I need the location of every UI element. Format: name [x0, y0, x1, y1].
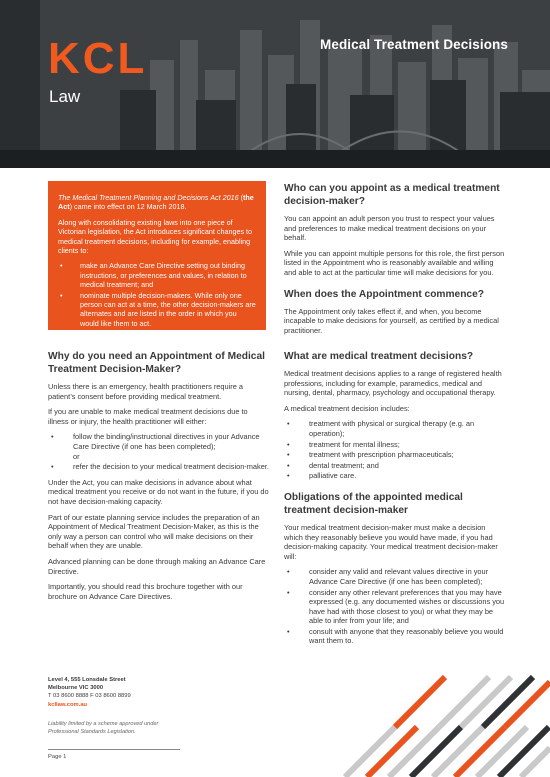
who-paragraph: While you can appoint multiple persons for this role, the first person listed in the Appointment who is reasonably available and willing and able to act at the particular time will make decisions for you. [284, 248, 505, 277]
why-bullet: • refer the decision to your medical treatment decision-maker. [48, 462, 270, 472]
liability-line-2: Professional Standards Legislation. [48, 729, 136, 736]
act-paren: ( [238, 193, 243, 202]
intro-callout-box [48, 181, 266, 330]
phone-fax: T 03 8600 8888 F 03 8600 8899 [48, 693, 131, 700]
right-column-top [284, 182, 506, 341]
law-logo-text: Law [49, 87, 81, 106]
page-number: Page 1 [48, 754, 67, 760]
city-skyline-image [0, 0, 550, 168]
who-paragraph: You can appoint an adult person you trust to respect your values and preferences to make medical treatment decisions on your behalf. [284, 214, 495, 243]
why-paragraph: Importantly, you should read this brochure together with our brochure on Advance Care Directives. [48, 582, 243, 601]
footer-divider [48, 749, 180, 750]
intro-bullet: • nominate multiple decision-makers. While only one person can act at a time, the other decision-makers are alternates and are listed in the order in which you would like them to act. [58, 291, 256, 329]
when-heading: When does the Appointment commence? [284, 288, 484, 300]
address-line-2: Melbourne VIC 3000 [48, 685, 104, 692]
why-paragraph: Under the Act, you can make decisions in advance about what medical treatment you receive or do not want in the future, if you do not have decision-making capacity. [48, 477, 269, 506]
what-bullet: • palliative care. [284, 471, 506, 481]
intro-paragraph-2: Along with consolidating existing laws into one piece of Victorian legislation, the Act introduces significant changes to medical treatment decisions, including for example, enabling clients to: [58, 217, 253, 256]
act-date: ) came into effect on 12 March 2018. [69, 202, 187, 212]
footer-address [48, 676, 131, 709]
what-bullet: • treatment with prescription pharmaceuticals; [284, 450, 506, 460]
why-heading: Why do you need an Appointment of Medical Treatment Decision-Maker? [48, 351, 265, 375]
why-paragraph: Part of our estate planning service includes the preparation of an Appointment of Medical Treatment Decision-Maker, as this is the only way a person can control who will make decisions on their behalf when they are unable. [48, 512, 260, 551]
or-text: or [73, 451, 80, 461]
obligations-bullet: • consider any valid and relevant values directive in your Advance Care Directive (if one has been completed); [284, 567, 506, 586]
why-paragraph: Advanced planning can be done through making an Advance Care Directive. [48, 556, 266, 576]
intro-bullet: • make an Advance Care Directive setting out binding instructions, or preferences and values, in relation to medical treatment; and [58, 261, 256, 289]
what-bullet-list [284, 419, 506, 481]
what-paragraph: Medical treatment decisions applies to a range of registered health professions, including for example, paramedics, medical and nursing, dental, pharmacy, psychology and occupational therapy. [284, 369, 502, 398]
why-paragraph: Unless there is an emergency, health practitioners require a patient’s consent before providing medical treatment. [48, 382, 243, 401]
act-name: The Medical Treatment Planning and Decisions Act 2016 [58, 193, 239, 202]
right-column-bottom [284, 350, 506, 652]
left-column [48, 350, 270, 607]
act-short: the Act [58, 193, 254, 212]
what-bullet: • treatment with physical or surgical therapy (e.g. an operation); [284, 419, 506, 438]
obligations-bullet-list [284, 567, 506, 646]
obligations-heading: Obligations of the appointed medical treatment decision-maker [284, 491, 463, 516]
what-heading: What are medical treatment decisions? [284, 351, 474, 362]
why-bullet-list [48, 432, 270, 471]
decorative-stripes [335, 665, 550, 777]
why-bullet: • follow the binding/instructional directives in your Advance Care Directive (if one has been completed); [48, 432, 270, 451]
intro-bullet-list [58, 261, 256, 328]
kcl-logo: KCL [48, 34, 148, 83]
obligations-paragraph: Your medical treatment decision-maker must make a decision which they reasonably believe you would have made, if you had decision-making capacity. Your medical treatment decision-maker will: [284, 522, 498, 561]
obligations-bullet: • consult with anyone that they reasonably believe you would want them to. [284, 627, 506, 646]
what-bullet: • dental treatment; and [284, 461, 506, 471]
liability-note [48, 720, 158, 737]
website-link[interactable]: kcllaw.com.au [48, 701, 88, 708]
address-line-1: Level 4, 555 Lonsdale Street [48, 677, 126, 683]
hero-banner [0, 0, 550, 168]
document-title: Medical Treatment Decisions [319, 37, 508, 52]
what-bullet: • treatment for mental illness; [284, 440, 506, 450]
what-paragraph: A medical treatment decision includes: [284, 403, 410, 413]
liability-line-1: Liability limited by a scheme approved under [48, 721, 159, 727]
when-paragraph: The Appointment only takes effect if, and when, you become incapable to make decisions for yourself, as certified by a medical practitioner. [284, 306, 499, 335]
who-heading: Who can you appoint as a medical treatment decision-maker? [284, 183, 500, 207]
obligations-bullet: • consider any other relevant preferences that you may have expressed (e.g. any documented wishes or discussions you have had with those closest to you) or what they may be able to infer from your life; and [284, 588, 506, 626]
intro-paragraph-1 [58, 193, 256, 212]
why-paragraph: If you are unable to make medical treatment decisions due to illness or injury, the health practitioner will either: [48, 407, 248, 426]
